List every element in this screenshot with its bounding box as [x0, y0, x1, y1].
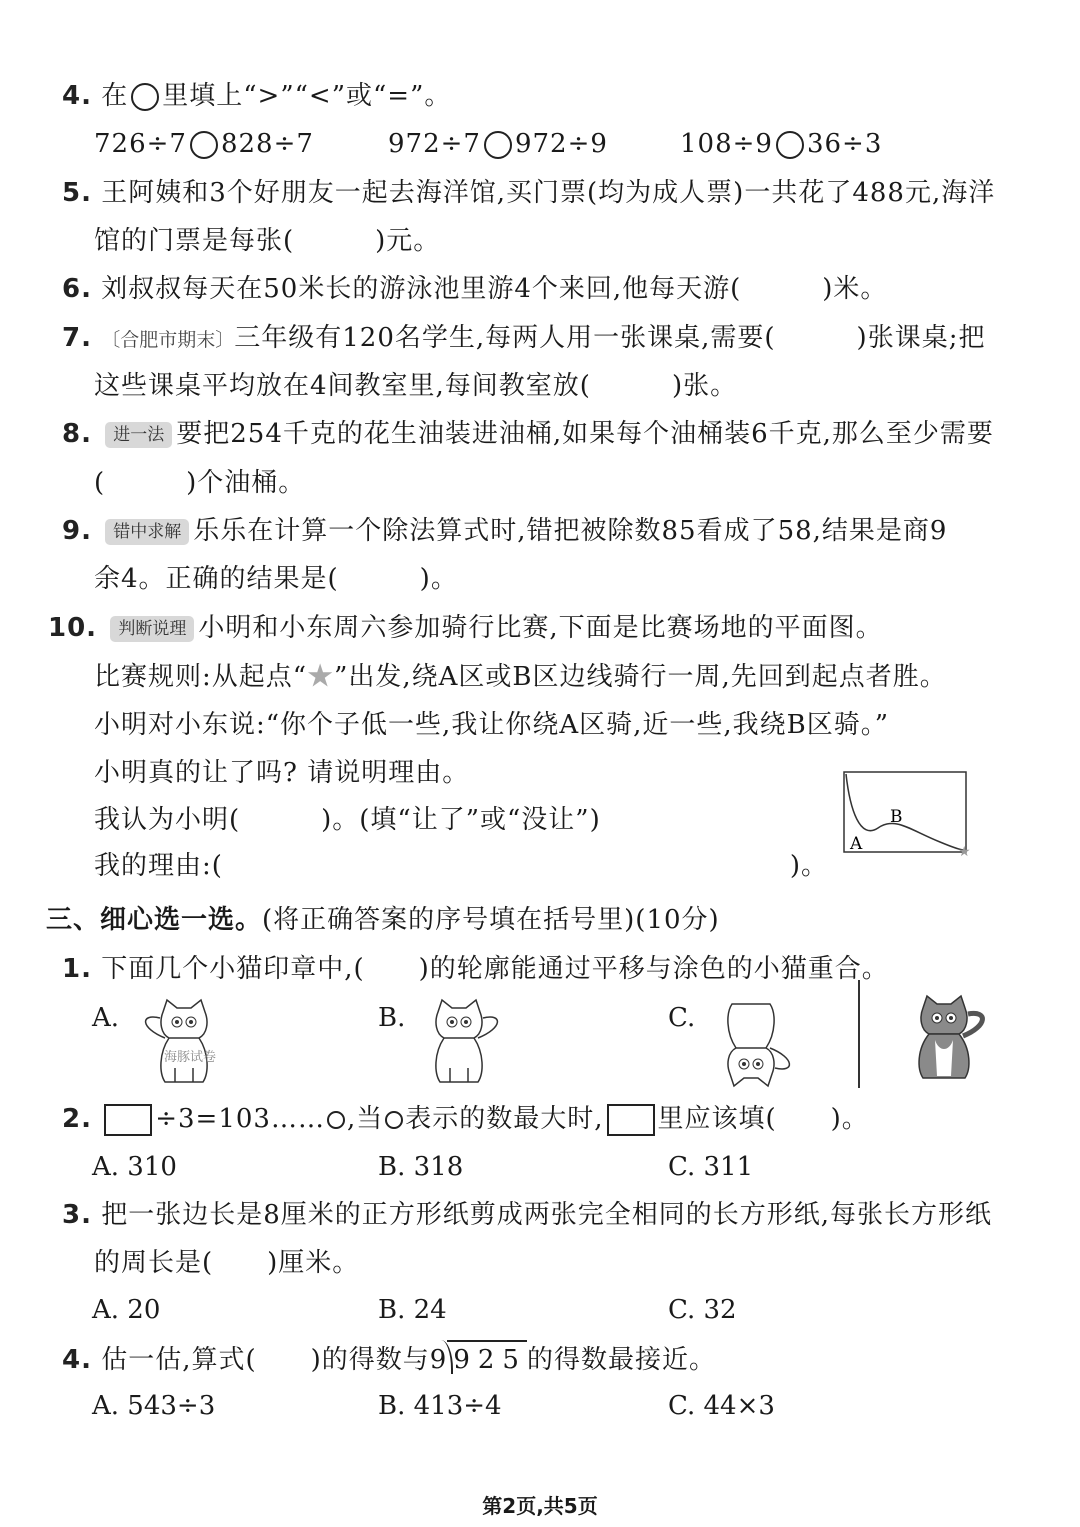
remainder-circle-icon — [327, 1111, 345, 1129]
q9-text-1: 乐乐在计算一个除法算式时,错把被除数85看成了58,结果是商9 — [193, 516, 948, 546]
s3q2-option-a[interactable]: A. 310 — [92, 1152, 177, 1182]
q5-line-1 — [62, 175, 995, 211]
area-b-label: B — [890, 807, 903, 827]
q6-line — [62, 271, 887, 307]
q10-line-2 — [94, 659, 947, 695]
s3q4-post: 的得数最接近。 — [526, 1345, 716, 1375]
s3q1-line — [62, 951, 889, 987]
q4-item-1-right: 828÷7 — [220, 129, 314, 159]
s3q2-line — [62, 1101, 869, 1137]
blank-box-icon — [104, 1104, 152, 1136]
q10-line-3: 小明对小东说:“你个子低一些,我让你绕A区骑,近一些,我绕B区骑。” — [94, 710, 890, 740]
s3q2-mid2: ,当 — [346, 1104, 384, 1134]
s3q2-end: 里应该填( )。 — [657, 1104, 869, 1134]
s3q4-pre: 估一估,算式( )的得数与 — [101, 1345, 430, 1375]
q4-item-2-right: 972÷9 — [514, 129, 608, 159]
section-3-title — [46, 902, 720, 938]
q7-number: 7. — [62, 323, 92, 353]
q4-number: 4. — [62, 81, 92, 111]
s3q1-option-b[interactable]: B. — [378, 1003, 406, 1033]
q4-item-1-left: 726÷7 — [94, 129, 187, 159]
q10-line-4: 小明真的让了吗? 请说明理由。 — [94, 758, 470, 788]
shaded-cat-icon — [895, 992, 995, 1082]
q10-tag: 判断说理 — [110, 616, 194, 642]
s3q2-option-b[interactable]: B. 318 — [378, 1152, 464, 1182]
q5-text-1: 王阿姨和3个好朋友一起去海洋馆,买门票(均为成人票)一共花了488元,海洋 — [101, 178, 996, 208]
q9-number: 9. — [62, 516, 92, 546]
s3q4-line — [62, 1340, 716, 1378]
s3q1-option-a[interactable]: A. — [92, 1003, 120, 1033]
q4-stem-post: 里填上“>”“<”或“=”。 — [162, 81, 452, 111]
s3q3-line-1 — [62, 1197, 992, 1233]
compare-circle-icon — [131, 83, 159, 111]
s3q4-number: 4. — [62, 1345, 92, 1375]
q4-stem-pre: 在 — [101, 81, 129, 111]
q7-line-1 — [62, 320, 985, 358]
q8-text-1: 要把254千克的花生油装进油桶,如果每个油桶装6千克,那么至少需要 — [176, 419, 994, 449]
remainder-circle-icon-2 — [385, 1111, 403, 1129]
cat-stamp-c-icon — [700, 998, 800, 1088]
star-icon: ★ — [307, 662, 335, 692]
q10-number: 10. — [48, 613, 98, 643]
section-3-note: (将正确答案的序号填在括号里)(10分) — [262, 905, 720, 935]
page-footer: 第2页,共5页 — [482, 1494, 598, 1518]
q6-number: 6. — [62, 274, 92, 304]
s3q1-text: 下面几个小猫印章中,( )的轮廓能通过平移与涂色的小猫重合。 — [101, 954, 889, 984]
s3q2-option-c[interactable]: C. 311 — [668, 1152, 754, 1182]
race-field-figure — [840, 770, 976, 860]
q7-text-1: 三年级有120名学生,每两人用一张课桌,需要( )张课桌;把 — [234, 323, 986, 353]
s3q3-option-c[interactable]: C. 32 — [668, 1295, 737, 1325]
answer-circle-3[interactable] — [776, 131, 804, 159]
q4-stem — [62, 78, 451, 114]
answer-circle-2[interactable] — [484, 131, 512, 159]
q4-item-1 — [94, 126, 314, 162]
s3q3-option-a[interactable]: A. 20 — [92, 1295, 161, 1325]
q10-line-5: 我认为小明( )。(填“让了”或“没让”) — [94, 805, 601, 835]
cat-stamp-b-icon — [410, 998, 510, 1088]
s3q1-number: 1. — [62, 954, 92, 984]
q5-line-2: 馆的门票是每张( )元。 — [94, 226, 441, 256]
q7-line-2: 这些课桌平均放在4间教室里,每间教室放( )张。 — [94, 371, 738, 401]
q9-line-1 — [62, 513, 947, 549]
figure-divider — [858, 980, 860, 1088]
q6-text: 刘叔叔每天在50米长的游泳池里游4个来回,他每天游( )米。 — [101, 274, 888, 304]
q10-rule-pre: 比赛规则:从起点“ — [94, 662, 308, 692]
q8-number: 8. — [62, 419, 92, 449]
s3q2-mid: ÷3=103…… — [155, 1104, 325, 1134]
s3q4-option-c[interactable]: C. 44×3 — [668, 1391, 775, 1421]
s3q2-number: 2. — [62, 1104, 92, 1134]
q4-item-3-right: 36÷3 — [806, 129, 883, 159]
cat-stamp-a-icon — [135, 998, 235, 1088]
s3q3-option-b[interactable]: B. 24 — [378, 1295, 447, 1325]
s3q3-number: 3. — [62, 1200, 92, 1230]
q4-item-3-left: 108÷9 — [680, 129, 773, 159]
q10-text-1: 小明和小东周六参加骑行比赛,下面是比赛场地的平面图。 — [198, 613, 883, 643]
s3q3-line-2: 的周长是( )厘米。 — [94, 1248, 360, 1278]
s3q1-option-c[interactable]: C. — [668, 1003, 696, 1033]
blank-box-icon-2 — [607, 1104, 655, 1136]
area-a-label: A — [850, 834, 863, 854]
watermark: 海豚试卷 — [164, 1050, 217, 1065]
q10-rule-post: ”出发,绕A区或B区边线骑行一周,先回到起点者胜。 — [334, 662, 947, 692]
s3q4-option-b[interactable]: B. 413÷4 — [378, 1391, 502, 1421]
section-3-heading: 三、细心选一选。 — [46, 905, 263, 935]
q8-line-1 — [62, 416, 994, 452]
q9-tag: 错中求解 — [105, 519, 189, 545]
q8-tag: 进一法 — [105, 422, 172, 448]
q7-source-tag: 〔合肥市期末〕 — [101, 329, 235, 351]
s3q4-option-a[interactable]: A. 543÷3 — [92, 1391, 216, 1421]
q4-item-2 — [388, 126, 608, 162]
q8-line-2: ( )个油桶。 — [94, 468, 306, 498]
start-star-icon: ★ — [958, 844, 971, 860]
q9-line-2: 余4。正确的结果是( )。 — [94, 564, 458, 594]
q4-item-2-left: 972÷7 — [388, 129, 481, 159]
long-division-divisor: 9 — [429, 1345, 448, 1375]
s3q2-mid3: 表示的数最大时, — [405, 1104, 604, 1134]
q10-line-1 — [48, 610, 883, 646]
q10-line-6: 我的理由:( )。 — [94, 851, 829, 881]
s3q3-text-1: 把一张边长是8厘米的正方形纸剪成两张完全相同的长方形纸,每张长方形纸 — [101, 1200, 993, 1230]
q5-number: 5. — [62, 178, 92, 208]
q4-item-3 — [680, 126, 882, 162]
answer-circle-1[interactable] — [190, 131, 218, 159]
long-division-dividend: 925 — [447, 1340, 527, 1378]
